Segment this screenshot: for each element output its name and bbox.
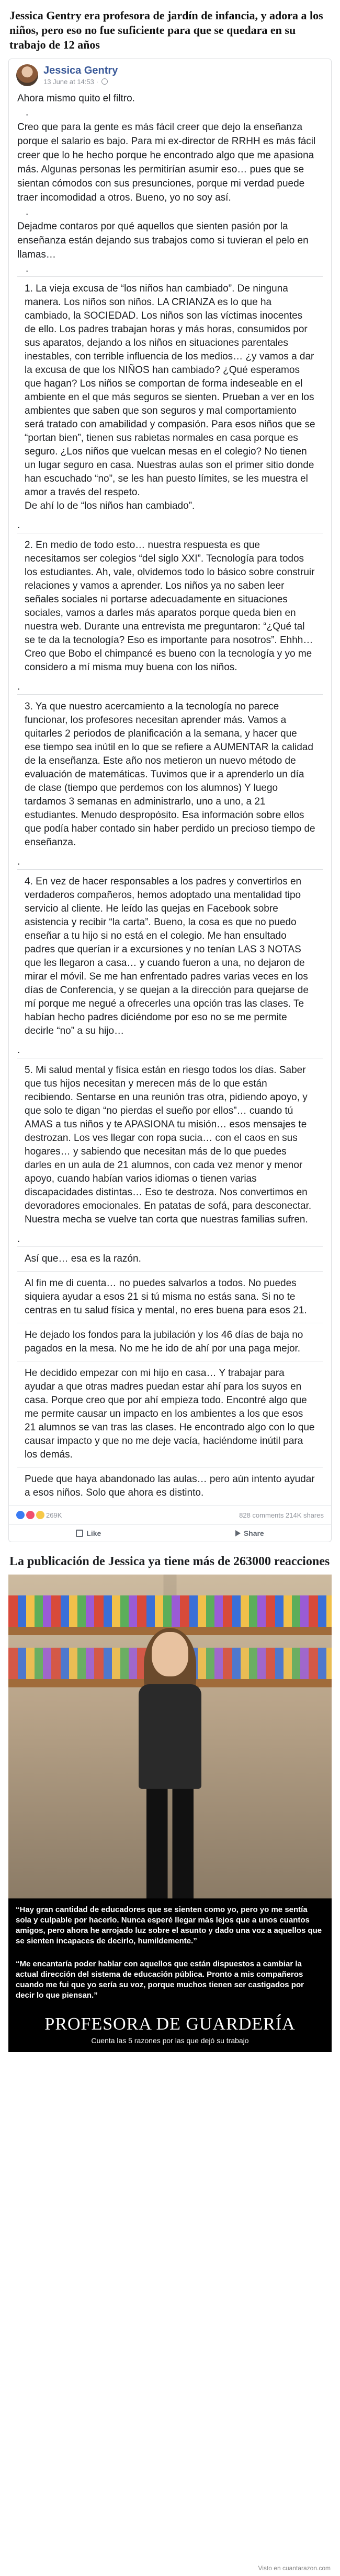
post-header [9,59,331,89]
intro-paragraph: Dejadme contaros por qué aquellos que sienten pasión por la enseñanza están dejando sus trabajos como si tuvieran el pelo en llamas… [17,221,311,260]
torso [139,1684,201,1789]
comments-shares-count[interactable]: 828 comments 214K shares [239,1511,324,1519]
footer-title: PROFESORA DE GUARDERÍA [8,2007,332,2036]
love-reaction-icon [26,1511,35,1519]
section-3: 3. Ya que nuestro acercamiento a la tecnología no parece funcionar, los profesores necesitan aprender más. Vamos a quitarles 2 periodos de planificación a la semana, y hacer que ese tiempo sea inútil en lo que se refiere a AUMENTAR la calidad de la enseñanza. Este año nos metieron un nuevo método de evaluación de matemáticas. Tuvimos que ir a aprenderlo un día de clase (tiempo que perdemos con los alumnos) Y luego tardamos 3 semanas en administrarlo, uno a uno, a 21 estudiantes. Menudo despropósito. Esa información sobre ellos que podía haber contado sin haber perdido un precioso tiempo de enseñanza. [17,694,323,855]
like-icon [76,1530,83,1537]
caption-quote-1: “Hay gran cantidad de educadores que se sienten como yo, pero yo me sentía sola y culpable por hacerlo. Nunca esperé llegar más lejos que a unos cuantos amigos, pero ahora he arrojado luz sobre el asunto y dado una voz a aquellos que se sienten incapaces de decirlo, humildemente.” [8,1898,332,1953]
caption-quote-2: “Me encantaría poder hablar con aquellos que están dispuestos a cambiar la actual dirección del sistema de educación pública. Pronto a mis compañeros cuando me fui que yo sería su voz, porque muchos tienen ser castigados por decir lo que piensan.” [8,1953,332,2007]
share-button[interactable] [235,1529,264,1537]
closing-paragraph: He decidido empezar con mi hijo en casa… Y trabajar para ayudar a que otras madres puedan estar ahí para los suyos en casa. Porque creo que por ahí empieza todo. Encontré algo que me permite causar un impacto en los ambientes a los que esos 21 alumnos se van tras las clases. He encontrado algo con lo que causar impacto y que no me deje vacía, haciéndome inútil para los demás. [17,1361,323,1467]
post-timestamp[interactable]: 13 June at 14:53 · [43,78,98,86]
like-reaction-icon [16,1511,25,1519]
section-4: 4. En vez de hacer responsables a los padres y convertirlos en verdaderos compañeros, hemos adoptado una mentalidad tipo servicio al cliente. He leído las quejas en Facebook sobre asistencia y recibir “la carta”. Bueno, la cosa es que no puedo enseñar a tu hijo si no está en el colegio. Me han ensultado padres que querían ir a excursiones y no tenían LAS 3 NOTAS que les llegaron a casa… y cuando fueron a una, no dejaron de mirar el móvil. Se me han enfrentado padres varias veces en los días de Conferencia, y se quejan a la dirección para quejarse de mí porque me negué a ofrecerles una opción tras las clases. Te habían hecho padres diciéndome por eso no se me permite decirle “no” a su hijo… [17,869,323,1043]
intro-paragraph: Creo que para la gente es más fácil creer que dejo la enseñanza porque el salario es bajo. Para mi ex-director de RRHH es más fácil creer que lo he hecho porque he encontrado algo que me apasiona más. Algunas personas les permitirían asumir eso… pues que se sientan cómodos con sus presunciones, porque mi verdad puede traer incomodidad a otros. Bueno, yo no soy así. [17,122,319,203]
spacer: . [17,856,20,867]
sub-headline: La publicación de Jessica ya tiene más de 263000 reacciones [9,1555,330,1568]
section-1: 1. La vieja excusa de “los niños han cambiado”. De ninguna manera. Los niños son niños. LA CRIANZA es lo que ha cambiado, la SOCIEDAD. Los niños son las víctimas inocentes de ello. Los padres trabajan horas y más horas, consumidos por sus aparatos, dejando a los niños en situaciones parentales inestables, con terrible influencia de los medios… ¿y vamos a dar la excusa de que los NIÑOS han cambiado? ¿Qué esperamos que hagan? Los niños se comportan de forma indeseable en el ambiente en el que más seguros se sienten. Prueban a ver en los ambientes que saben que son seguros y mal comportamiento será tratado con amabilidad y compasión. Para esos niños que se “portan bien”, tienen sus rabietas normales en casa porque es seguro. ¿Los niños que vuelcan mesas en el colegio? No tienen un lugar seguro en casa. Nuestras aulas son el primer sitio donde han escuchado “no”, se les han puesto límites, se les muestra el amor a través del respeto. De ahí lo de “los niños han cambiado”. [17,276,323,518]
closing-paragraph: Así que… esa es la razón. [17,1246,323,1271]
teacher-photo [8,1575,332,1898]
closing-paragraph: Al fin me di cuenta… no puedes salvarlos a todos. No puedes siquiera ayudar a esos 21 si tú misma no estás sana. Si no te centras en tu salud física y mental, no eres buena para esos 21. [17,1271,323,1323]
spacer: . [17,1045,20,1056]
footer-subtitle: Cuenta las 5 razones por las que dejó su trabajo [8,2036,332,2052]
reactions-bar [9,1505,331,1524]
like-label: Like [86,1529,101,1537]
spacer: . [26,206,29,217]
intro-paragraph: Ahora mismo quito el filtro. [17,93,135,104]
globe-icon [101,78,108,85]
share-icon [235,1530,241,1536]
wow-reaction-icon [36,1511,44,1519]
teacher-figure [123,1632,217,1898]
closing-paragraph: Puede que haya abandonado las aulas… pero aún intento ayudar a esos niños. Solo que ahora es distinto. [17,1467,323,1505]
author-name[interactable]: Jessica Gentry [43,65,118,76]
post-meta [43,78,118,86]
bookshelf-books [8,1595,332,1627]
reaction-summary[interactable] [16,1511,62,1519]
headline: Jessica Gentry era profesora de jardín de infancia, y adora a los niños, pero eso no fue suficiente para que se quedara en su trabajo de 12 años [9,9,323,51]
spacer: . [26,263,29,274]
like-button[interactable] [76,1529,101,1537]
post-intro [9,89,331,276]
facebook-post [8,59,332,1542]
closing-paragraph: He dejado los fondos para la jubilación y los 46 días de baja no pagados en la mesa. No me he ido de ahí por una paga mejor. [17,1323,323,1361]
spacer: . [26,107,29,118]
reaction-count: 269K [46,1511,62,1519]
spacer: . [17,520,20,531]
face [152,1632,188,1676]
avatar[interactable] [16,64,38,86]
watermark[interactable]: Visto en cuantarazon.com [258,2565,331,2572]
share-label: Share [243,1529,264,1537]
section-2: 2. En medio de todo esto… nuestra respuesta es que necesitamos ser colegios “del siglo XXI”. Tecnología para todos los estudiantes. Ah, vale, olvidemos todo lo básico sobre construir relaciones y vamos a aprender. Los niños ya no saben leer señales sociales ni portarse adecuadamente en situaciones sociales, vamos a darles más aparatos porque queda bien en nuestra web. Durante una entrevista me preguntaron: “¿Qué tal se te da la tecnología? Eso es importante para nosotros”. Ehhh… Creo que Bobo el chimpancé es bueno con la tecnología y yo me considero a mí misma muy buena con los niños. [17,533,323,680]
spacer: . [17,681,20,692]
legs [146,1789,194,1898]
post-actions [9,1524,331,1542]
spacer: . [17,1233,20,1244]
section-5: 5. Mi salud mental y física están en riesgo todos los días. Saber que tus hijos necesitan y merecen más de lo que están recibiendo. Sentarse en una reunión tras otra, pidiendo apoyo, y que solo te digan “no pierdas el sueño por ellos”… cuando tú AMAS a tus niños y te APASIONA tu misión… esos mensajes te destrozan. Los ves llegar con ropa sucia… con el caos en sus hogares… y sabiendo que necesitan más de lo que puedes darles en un aula de 21 alumnos, con cada vez menor y menor apoyo, cuando habían varios idiomas o tienen varias discapacidades distintas… Eso te destroza. Nos convertimos en devoradores emocionales. En patatas de sofá, para desconectar. Nuestra mecha se vuelve tan corta que nuestras familias sufren. [17,1058,323,1232]
